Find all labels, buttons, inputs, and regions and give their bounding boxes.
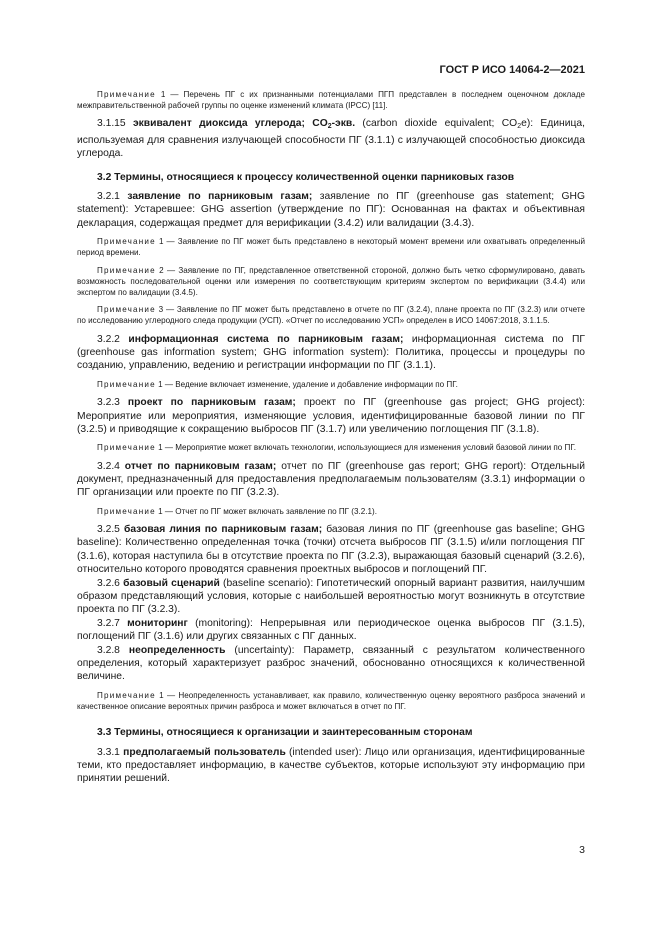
note: Примечание 3 — Заявление по ПГ может быть представлено в отчете по ПГ (3.2.4), плане проекта по ПГ (3.2.3) или отчете по исследованию углеродного следа продукции (УСП). «Отчет по исследованию УСП» определен в ИСО 14067:2018, 3.1.1.5. bbox=[77, 305, 586, 326]
section-heading-3-2: 3.2 Термины, относящиеся к процессу количественной оценки парниковых газов bbox=[97, 171, 515, 183]
section-heading-3-3: 3.3 Термины, относящиеся к организации и заинтересованным сторонам bbox=[97, 727, 473, 739]
document-id: ГОСТ Р ИСО 14064-2—2021 bbox=[439, 64, 585, 76]
term-3-1-15: 3.1.15 эквивалент диоксида углерода; $CO_2$-экв. (carbon dioxide equivalent; $CO_2e$): Единица, используемая для сравнения излучающей способности ПГ (3.1.1) с излучающей способностью диоксида углерода. bbox=[77, 118, 585, 160]
term-3-2-1: 3.2.1 заявление по парниковым газам; заявление по ПГ (greenhouse gas statement; GHG statement): Устаревшее: GHG assertion (утверждение по ПГ): Основанная на фактах и объективная декларация, содержащая предмет для верификации (3.4.2) или валидации (3.4.3). bbox=[77, 191, 585, 229]
note-label: Примечание bbox=[97, 90, 156, 99]
term-title: проект по парниковым газам; bbox=[127, 397, 296, 409]
note: Примечание 1 — Отчет по ПГ может включать заявление по ПГ (3.2.1). bbox=[97, 506, 377, 516]
note: Примечание 1 — Неопределенность устанавливает, как правило, количественную оценку вероятного разброса значений и качественное описание вероятных причин разброса и может включаться в отчет по ПГ. bbox=[77, 690, 585, 712]
note: Примечание 1 — Перечень ПГ с их признанными потенциалами ПГП представлен в последнем оценочном докладе межправительственной рабочей группы по оценке изменений климата (IPCC) [11]. bbox=[77, 90, 585, 111]
term-3-2-6: 3.2.6 базовый сценарий (baseline scenario): Гипотетический опорный вариант развития, наилучшим образом представляющий условия, которые с наибольшей вероятностью могут возникнуть в отсутствие проекта по ПГ (3.2.3). bbox=[77, 577, 585, 616]
note: Примечание 2 — Заявление по ПГ, представленное ответственной стороной, должно быть четко сформулировано, давать возможность последовательной оценки или измерения по соответствующим критериям экспертом по верификации (3.4.4) или экспертом по валидации (3.4.5). bbox=[77, 265, 585, 298]
term-title: информационная система по парниковым газам; bbox=[128, 333, 404, 345]
term-3-2-7: 3.2.7 мониторинг (monitoring): Непрерывная или периодическое оценка выбросов ПГ (3.1.5), поглощений ПГ (3.1.6) или других связанных с ПГ данных. bbox=[77, 617, 585, 643]
term-title: заявление по парниковым газам; bbox=[127, 191, 313, 203]
note: Примечание 1 — Заявление по ПГ может быть представлено в некоторый момент времени или охватывать определенный период времени. bbox=[77, 237, 586, 258]
term-title: отчет по парниковым газам; bbox=[124, 460, 277, 472]
note: Примечание 1 — Мероприятие может включать технологии, использующиеся для изменения условий базовой линии по ПГ. bbox=[97, 443, 576, 453]
term-title: мониторинг bbox=[127, 617, 188, 629]
term-title: предполагаемый пользователь bbox=[123, 746, 286, 758]
term-3-2-8: 3.2.8 неопределенность (uncertainty): Параметр, связанный с результатом количественного определения, который характеризует разброс значений, обоснованно относящихся к количественной величине. bbox=[77, 644, 585, 683]
term-3-3-1: 3.3.1 предполагаемый пользователь (intended user): Лицо или организация, идентифицированные теми, кто предоставляет информацию, в качестве субъектов, которые используют эту информацию при принятии решений. bbox=[77, 746, 585, 785]
term-3-2-5: 3.2.5 базовая линия по парниковым газам; базовая линия по ПГ (greenhouse gas baseline; GHG baseline): Количественно определенная точка (точки) отсчета выбросов ПГ (3.1.5) и/или поглощения ПГ (3.1.6), которая наступила бы в отсутствие проекта по ПГ (3.2.3), выражающая базовый сценарий (3.2.6), относительно которого проводятся сравнения проектных выбросов и поглощений ПГ. bbox=[77, 523, 585, 576]
page-content bbox=[77, 89, 585, 786]
term-title: эквивалент диоксида углерода; $CO_2$-экв. bbox=[132, 118, 356, 131]
term-title: базовый сценарий bbox=[123, 577, 220, 589]
term-title: базовая линия по парниковым газам; bbox=[123, 523, 323, 535]
term-3-2-3: 3.2.3 проект по парниковым газам; проект по ПГ (greenhouse gas project; GHG project): Мероприятие или мероприятия, изменяющие условия, идентифицированные базовой линии по ПГ (3.2.5) и приводящие к сокращению выбросов ПГ (3.1.7) или увеличению поглощения ПГ (3.1.8). bbox=[77, 397, 585, 435]
term-3-2-4: 3.2.4 отчет по парниковым газам; отчет по ПГ (greenhouse gas report; GHG report): Отдельный документ, предназначенный для предоставления предполагаемым пользователям (3.3.1) информации о ПГ организации или проекте по ПГ (3.2.3). bbox=[77, 460, 585, 499]
term-title: неопределенность bbox=[128, 644, 226, 656]
page-number: 3 bbox=[579, 844, 585, 856]
term-3-2-2: 3.2.2 информационная система по парниковым газам; информационная система по ПГ (greenhouse gas information system; GHG information system): Политика, процессы и процедуры по созданию, управлению, ведению и регистрации информации по ПГ (3.1.1). bbox=[77, 333, 585, 372]
note: Примечание 1 — Ведение включает изменение, удаление и добавление информации по ПГ. bbox=[97, 379, 458, 389]
